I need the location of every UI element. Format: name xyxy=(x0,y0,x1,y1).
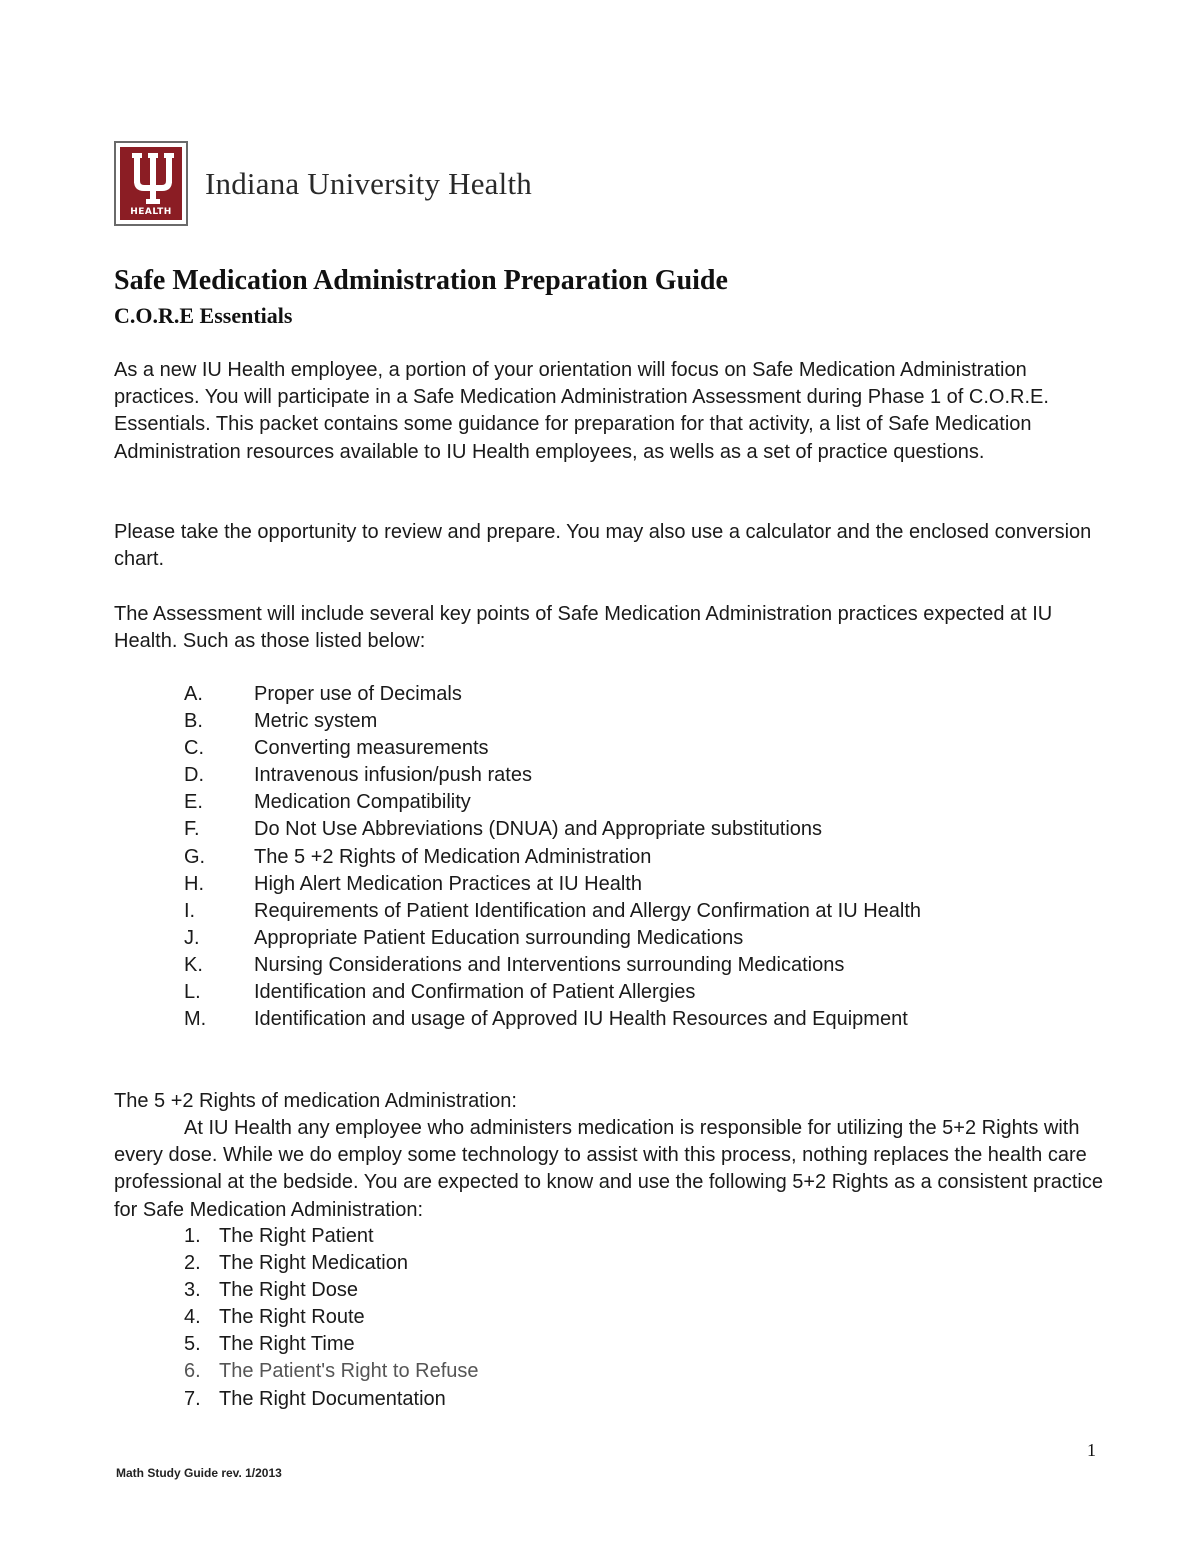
list-item-label: I. xyxy=(184,899,196,922)
list-item-label: B. xyxy=(184,710,203,733)
list-item xyxy=(184,762,921,789)
list-item-label: M. xyxy=(184,1008,207,1031)
intro-paragraph: As a new IU Health employee, a portion of your orientation will focus on Safe Medication Administration practices. You will participate in a Safe Medication Administration Assessment during Phase 1 of C.O.R.E. Essentials. This packet contains some guidance for preparation for that activity, a list of Safe Medication Administration resources available to IU Health employees, as wells as a set of practice questions. xyxy=(114,359,1049,463)
list-item xyxy=(184,1006,921,1033)
list-item-label: 7. xyxy=(184,1387,201,1410)
list-item xyxy=(184,952,921,979)
list-item-label: 2. xyxy=(184,1252,201,1275)
list-item-label: 4. xyxy=(184,1306,201,1329)
list-item-text: Converting measurements xyxy=(254,737,489,760)
list-item xyxy=(184,1304,479,1331)
rights-list xyxy=(184,1223,479,1413)
list-item-text: Requirements of Patient Identification and Allergy Confirmation at IU Health xyxy=(254,899,922,922)
list-item-label: 3. xyxy=(184,1279,201,1302)
list-item-label: J. xyxy=(184,926,200,949)
list-item-label: H. xyxy=(184,872,204,895)
list-item-text: Do Not Use Abbreviations (DNUA) and Appropriate substitutions xyxy=(254,818,823,841)
list-item-text: Nursing Considerations and Interventions surrounding Medications xyxy=(254,953,845,976)
list-item xyxy=(184,708,921,735)
list-item-text: Proper use of Decimals xyxy=(254,683,462,705)
list-item xyxy=(184,1223,479,1250)
list-item-label: K. xyxy=(184,953,203,976)
list-item xyxy=(184,816,921,843)
assessment-paragraph: The Assessment will include several key points of Safe Medication Administration practices expected at IU Health. Such as those listed below: xyxy=(114,603,1053,653)
list-item-text: High Alert Medication Practices at IU Health xyxy=(254,872,642,895)
list-item xyxy=(184,979,921,1006)
list-item xyxy=(184,1277,479,1304)
list-item-text: The 5 +2 Rights of Medication Administration xyxy=(254,845,652,868)
list-item-label: D. xyxy=(184,764,204,787)
key-points-list xyxy=(184,681,921,1033)
list-item-label: C. xyxy=(184,737,204,760)
list-item-text: The Right Time xyxy=(219,1333,355,1356)
list-item-text: Identification and Confirmation of Patient Allergies xyxy=(254,981,696,1004)
list-item-text: The Right Dose xyxy=(219,1279,358,1302)
list-item-text: The Right Route xyxy=(219,1306,365,1329)
list-item-text: Intravenous infusion/push rates xyxy=(254,764,532,787)
list-item-label: 1. xyxy=(184,1225,201,1247)
page-title: Safe Medication Administration Preparation Guide xyxy=(114,265,728,296)
list-item-label: F. xyxy=(184,818,200,841)
list-item xyxy=(184,844,921,871)
preparation-paragraph: Please take the opportunity to review and prepare. You may also use a calculator and the enclosed conversion chart. xyxy=(114,521,1092,571)
list-item-label: 5. xyxy=(184,1333,201,1356)
footer-revision: Math Study Guide rev. 1/2013 xyxy=(116,1466,282,1480)
rights-heading: The 5 +2 Rights of medication Administration: xyxy=(114,1090,517,1112)
organization-name: Indiana University Health xyxy=(205,165,532,201)
iu-trident-logo-icon xyxy=(114,141,188,226)
page-number: 1 xyxy=(1087,1440,1096,1460)
list-item xyxy=(184,925,921,952)
list-item-label: 6. xyxy=(184,1360,201,1383)
list-item-text: Identification and usage of Approved IU Health Resources and Equipment xyxy=(254,1008,908,1031)
page-subtitle: C.O.R.E Essentials xyxy=(114,303,293,328)
list-item xyxy=(184,1358,479,1385)
list-item-text: The Right Documentation xyxy=(219,1387,446,1410)
list-item xyxy=(184,871,921,898)
list-item-label: G. xyxy=(184,845,206,868)
list-item-text: Medication Compatibility xyxy=(254,791,471,814)
list-item xyxy=(184,898,921,925)
logo-health-label: HEALTH xyxy=(130,207,172,217)
list-item xyxy=(184,1250,479,1277)
list-item-label: L. xyxy=(184,981,201,1004)
list-item-label: E. xyxy=(184,791,203,814)
list-item xyxy=(184,681,921,708)
list-item-text: The Right Patient xyxy=(219,1225,374,1247)
list-item xyxy=(184,735,921,762)
list-item-text: Metric system xyxy=(254,710,378,733)
list-item-text: Appropriate Patient Education surrounding Medications xyxy=(254,926,744,949)
list-item-text: The Patient's Right to Refuse xyxy=(219,1360,479,1383)
list-item-text: The Right Medication xyxy=(219,1252,408,1275)
list-item-label: A. xyxy=(184,683,203,705)
rights-paragraph: At IU Health any employee who administers medication is responsible for utilizing the 5+2 Rights with every dose. While we do employ some technology to assist with this process, nothing replaces the health care professional at the bedside. You are expected to know and use the following 5+2 Rights as a consistent practice for Safe Medication Administration: xyxy=(114,1117,1103,1221)
list-item xyxy=(184,789,921,816)
iu-health-logo xyxy=(114,140,536,227)
list-item xyxy=(184,1386,479,1413)
list-item xyxy=(184,1331,479,1358)
